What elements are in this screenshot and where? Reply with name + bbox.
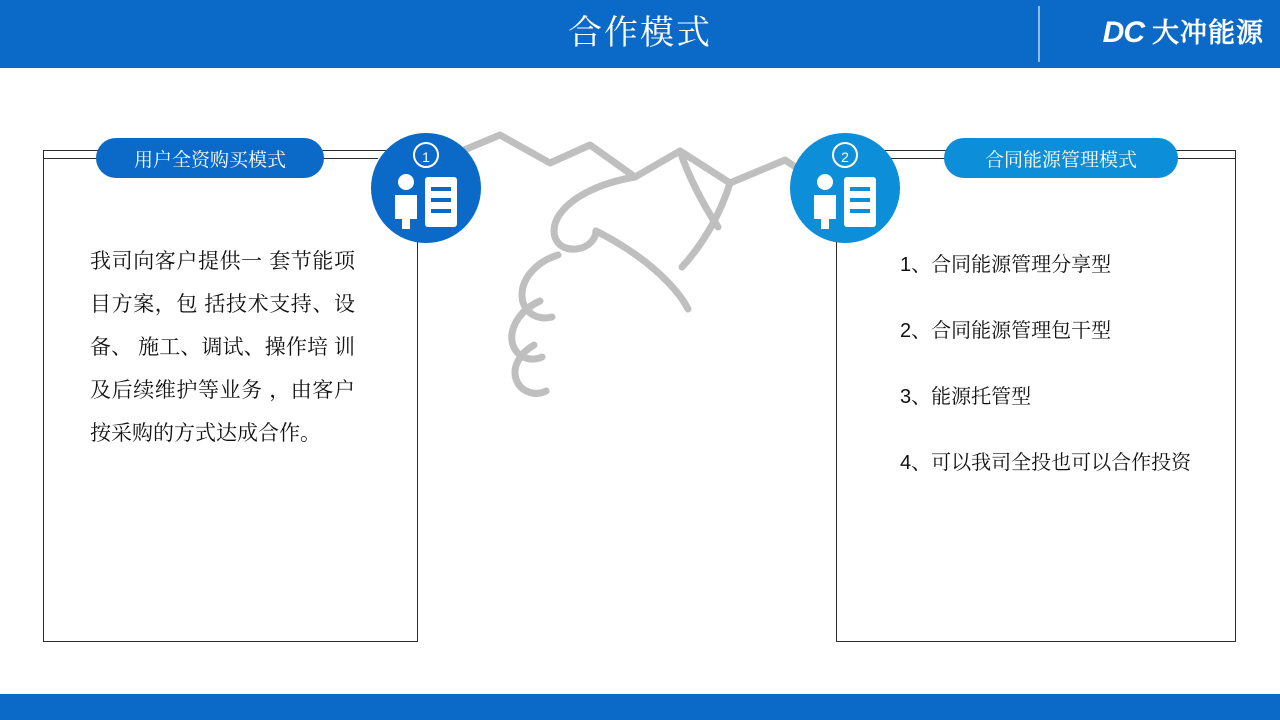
header-divider [1038,6,1040,62]
mode-1-badge[interactable] [371,133,481,243]
mode-2-label[interactable]: 合同能源管理模式 [944,138,1178,178]
mode-1-number: 1 [413,142,439,168]
mode-2-connector-left [890,158,948,159]
list-item: 1、合同能源管理分享型 [900,254,1112,276]
handshake-illustration [430,105,850,435]
mode-2-number: 2 [832,142,858,168]
logo-company-name: 大冲能源 [1152,17,1264,48]
mode-1-label[interactable]: 用户全资购买模式 [96,138,324,178]
person-document-icon [810,173,880,231]
mode-1-description: 我司向客户提供一 套节能项目方案，包 括技术支持、设备、 施工、调试、操作培 训及后续维护等业务 ，由客户按采购的方式达成合作。 [90,250,355,445]
list-item: 2、合同能源管理包干型 [900,320,1112,342]
slide-header [0,0,1280,68]
logo-mark: DC [1102,16,1144,49]
mode-1-connector-right [322,158,378,159]
mode-2-list [900,248,1220,480]
page-title: 合作模式 [568,14,712,52]
person-document-icon [391,173,461,231]
list-item: 3、能源托管型 [900,386,1032,408]
company-logo [1103,12,1264,54]
mode-2-connector-right [1176,158,1236,159]
slide-footer [0,694,1280,720]
mode-1-connector-left [43,158,99,159]
list-item: 4、可以我司全投也可以合作投资 [900,452,1192,474]
mode-2-badge[interactable] [790,133,900,243]
